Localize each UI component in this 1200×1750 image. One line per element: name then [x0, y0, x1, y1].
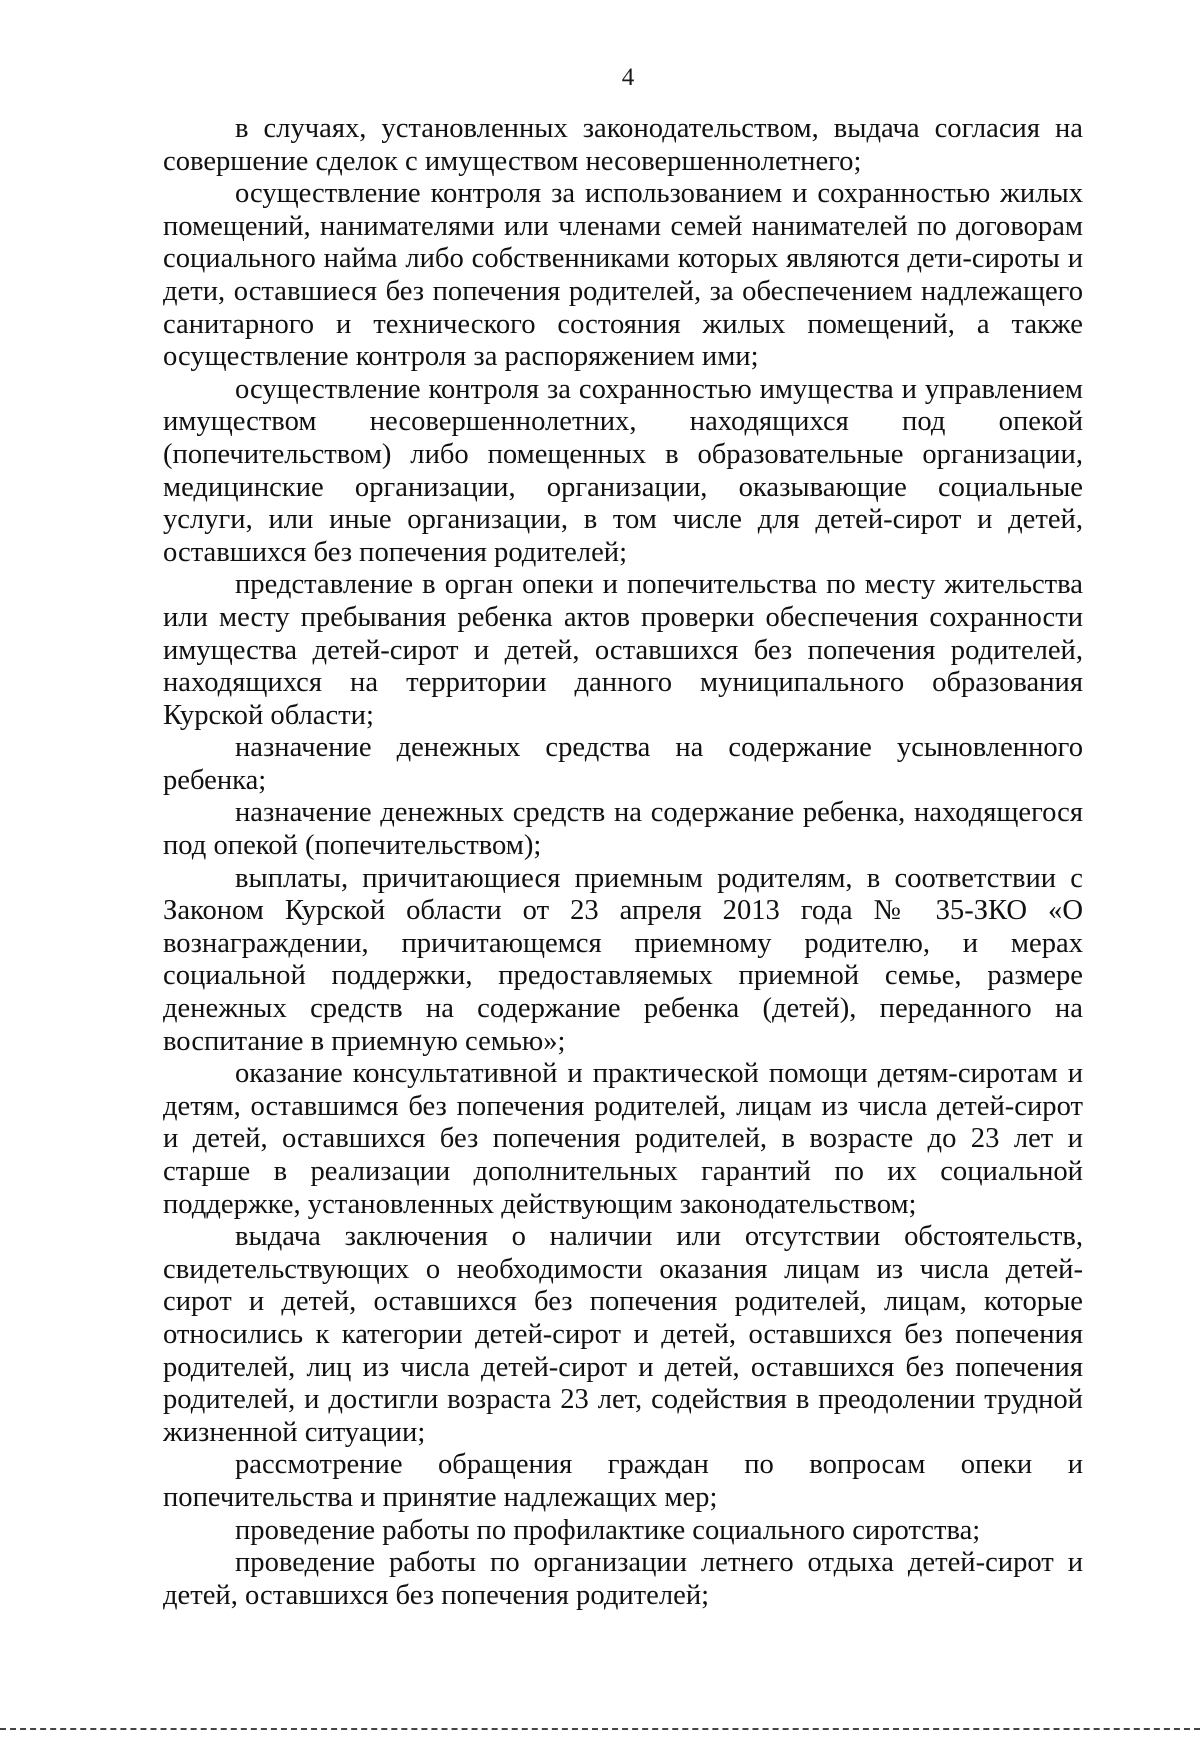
paragraph: рассмотрение обращения граждан по вопросам опеки и попечительства и принятие надлежащих мер; [163, 1449, 1083, 1513]
paragraph: назначение денежных средства на содержание усыновленного ребенка; [163, 732, 1083, 796]
paragraph: осуществление контроля за сохранностью имущества и управлением имуществом несовершеннолетних, находящихся под опекой (попечительством) либо помещенных в образовательные организации, медицинские организации, организации, оказывающие социальные услуги, или иные организации, в том числе для детей-сирот и детей, оставшихся без попечения родителей; [163, 373, 1083, 568]
paragraph: осуществление контроля за использованием и сохранностью жилых помещений, нанимателями или членами семей нанимателей по договорам социального найма либо собственниками которых являются дети-сироты и дети, оставшиеся без попечения родителей, за обеспечением надлежащего санитарного и технического состояния жилых помещений, а также осуществление контроля за распоряжением ими; [163, 178, 1083, 373]
paragraph: назначение денежных средств на содержание ребенка, находящегося под опекой (попечительством); [163, 797, 1083, 862]
paragraph: проведение работы по организации летнего отдыха детей-сирот и детей, оставшихся без попечения родителей; [163, 1547, 1083, 1611]
document-body [163, 113, 1083, 1612]
paragraph: проведение работы по профилактике социального сиротства; [235, 1514, 981, 1546]
scan-bottom-edge [0, 1728, 1200, 1730]
paragraph: выдача заключения о наличии или отсутствии обстоятельств, свидетельствующих о необходимости оказания лицам из числа детей-сирот и детей, оставшихся без попечения родителей, лицам, которые относились к категории детей-сирот и детей, оставшихся без попечения родителей, лиц из числа детей-сирот и детей, оставшихся без попечения родителей, и достигли возраста 23 лет, содействия в преодолении трудной жизненной ситуации; [163, 1221, 1083, 1448]
paragraph: выплаты, причитающиеся приемным родителям, в соответствии с Законом Курской области от 23 апреля 2013 года № 35-ЗКО «О вознаграждении, причитающемся приемному родителю, и мерах социальной поддержки, предоставляемых приемной семье, размере денежных средств на содержание ребенка (детей), переданного на воспитание в приемную семью»; [163, 862, 1083, 1057]
paragraph: оказание консультативной и практической помощи детям-сиротам и детям, оставшимся без попечения родителей, лицам из числа детей-сирот и детей, оставшихся без попечения родителей, в возрасте до 23 лет и старше в реализации дополнительных гарантий по их социальной поддержке, установленных действующим законодательством; [163, 1058, 1083, 1220]
paragraph: в случаях, установленных законодательством, выдача согласия на совершение сделок с имуществом несовершеннолетнего; [163, 113, 1083, 177]
page-number: 4 [621, 64, 635, 91]
paragraph: представление в орган опеки и попечительства по месту жительства или месту пребывания ребенка актов проверки обеспечения сохранности имущества детей-сирот и детей, оставшихся без попечения родителей, находящихся на территории данного муниципального образования Курской области; [163, 569, 1083, 731]
